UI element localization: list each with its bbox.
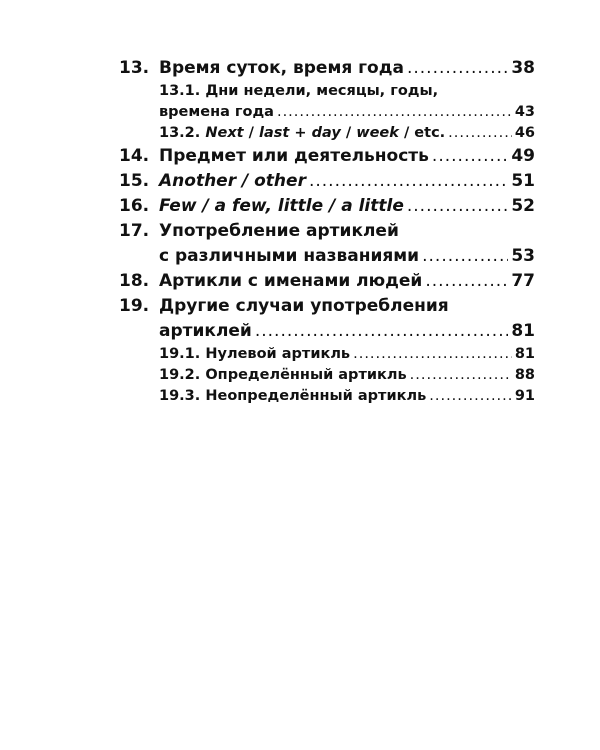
toc-entry-title: Употребление артиклей (159, 221, 399, 241)
title-part: Next (205, 125, 244, 141)
toc-entry-number: 17. (119, 221, 150, 241)
toc-entry-title: Нулевой артикль (205, 346, 351, 362)
toc-entry-number: 16. (119, 196, 150, 216)
dot-leader (277, 102, 512, 123)
title-part: last (259, 125, 290, 141)
toc-entry-number: 15. (119, 171, 150, 191)
toc-entry-19-3[interactable] (119, 386, 535, 407)
dot-leader (353, 344, 512, 365)
toc-entry-title: Артикли с именами людей (159, 271, 423, 291)
toc-entry-number: 19. (119, 296, 150, 316)
toc-entry-number: 13. (119, 58, 150, 78)
toc-entry-page: 81 (514, 346, 535, 362)
title-part: / etc. (398, 125, 446, 141)
toc-entry-18[interactable] (119, 269, 535, 294)
dot-leader (425, 269, 508, 294)
dot-leader (407, 194, 508, 219)
toc-entry-13[interactable] (119, 56, 535, 81)
toc-entry-page: 43 (514, 104, 535, 120)
toc-entry-title: Дни недели, месяцы, годы, (205, 83, 439, 99)
toc-entry-13-2[interactable] (119, 123, 535, 144)
toc-entry-number: 19.2. (159, 367, 201, 383)
toc-entry-13-1[interactable] (119, 81, 535, 102)
toc-entry-title: Другие случаи употребления (159, 296, 449, 316)
toc-entry-title-continuation: артиклей (159, 321, 252, 341)
dot-leader (309, 169, 508, 194)
toc-entry-page: 49 (511, 146, 535, 166)
toc-entry-title (205, 123, 445, 144)
dot-leader (410, 365, 512, 386)
toc-entry-16[interactable] (119, 194, 535, 219)
toc-entry-19[interactable] (119, 294, 535, 319)
dot-leader (407, 56, 508, 81)
toc-entry-page: 38 (511, 58, 535, 78)
toc-entry-15[interactable] (119, 169, 535, 194)
title-part: week (356, 125, 399, 141)
title-part: / (340, 125, 357, 141)
toc-entry-19-2[interactable] (119, 365, 535, 386)
toc-entry-number: 18. (119, 271, 150, 291)
toc-entry-page: 81 (511, 321, 535, 341)
toc-entry-number: 14. (119, 146, 150, 166)
toc-entry-number: 19.3. (159, 388, 201, 404)
toc-entry-title: Время суток, время года (159, 58, 404, 78)
table-of-contents (119, 56, 535, 407)
toc-entry-title: Определённый артикль (205, 367, 407, 383)
toc-entry-page: 52 (511, 196, 535, 216)
toc-entry-title: Few / a few, little / a little (159, 196, 404, 216)
title-part: day (311, 125, 341, 141)
dot-leader (422, 244, 508, 269)
title-part: + (289, 125, 312, 141)
toc-entry-title: Another / other (159, 171, 306, 191)
toc-entry-page: 51 (511, 171, 535, 191)
dot-leader (448, 123, 512, 144)
toc-entry-17-cont[interactable] (119, 244, 535, 269)
toc-entry-17[interactable] (119, 219, 535, 244)
toc-entry-title-continuation: времена года (159, 104, 274, 120)
toc-entry-page: 77 (511, 271, 535, 291)
toc-entry-14[interactable] (119, 144, 535, 169)
toc-entry-number: 13.1. (159, 83, 201, 99)
toc-entry-number: 13.2. (159, 125, 201, 141)
toc-entry-19-1[interactable] (119, 344, 535, 365)
toc-entry-19-cont[interactable] (119, 319, 535, 344)
title-part: / (243, 125, 260, 141)
toc-entry-title: Неопределённый артикль (205, 388, 427, 404)
dot-leader (255, 319, 508, 344)
dot-leader (432, 144, 508, 169)
toc-entry-page: 88 (514, 367, 535, 383)
toc-entry-page: 91 (514, 388, 535, 404)
toc-entry-13-1-cont[interactable] (119, 102, 535, 123)
toc-entry-title: Предмет или деятельность (159, 146, 429, 166)
toc-entry-page: 53 (511, 246, 535, 266)
toc-entry-number: 19.1. (159, 346, 201, 362)
toc-entry-title-continuation: с различными названиями (159, 246, 420, 266)
toc-entry-page: 46 (514, 125, 535, 141)
dot-leader (429, 386, 512, 407)
